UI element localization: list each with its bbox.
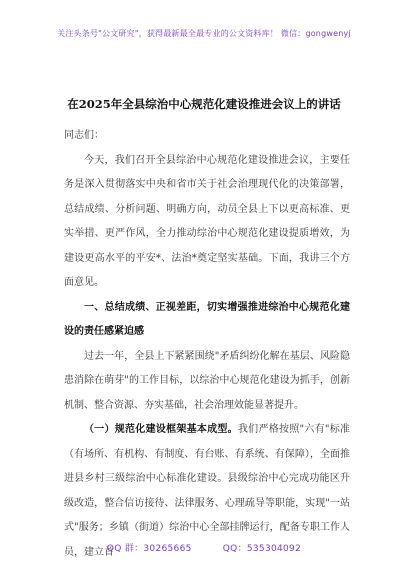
contact-footer bbox=[0, 541, 408, 554]
qq-label: QQ： bbox=[222, 544, 247, 554]
qq-info bbox=[223, 544, 301, 554]
sub-paragraph: 我们严格按照"六有"标准（有场所、有机构、有制度、有台账、有系统、有保障），全面推进县乡村三级综治中心标准化建设。县级综治中心完成功能区升级改造，整合信访接待、法律服务、心理疏导等职能，实现"一站式"服务；乡镇（街道）综治中心全部挂牌运行，配备专职工作人员，建立首 bbox=[64, 424, 350, 558]
qq-group-number: 30265665 bbox=[143, 544, 192, 554]
qq-number: 535304092 bbox=[246, 544, 302, 554]
intro-paragraph: 今天，我们召开全县综治中心规范化建设推进会议，主要任务是深入贯彻落实中央和省市关于社会治理现代化的决策部署，总结成绩、分析问题、明确方向，动员全县上下以更高标准、更实举措、更严作风，全力推动综治中心规范化建设提质增效，为建设更高水平的平安*、法治*奠定坚实基础。下面，我讲三个方面意见。 bbox=[64, 154, 350, 288]
greeting: 同志们： bbox=[64, 130, 104, 141]
qq-group-label: QQ 群： bbox=[106, 544, 144, 554]
promo-banner: 关注头条号"公文研究"，获得最新最全最专业的公文资料库！ 微信：gongwenyj bbox=[57, 29, 351, 38]
document-body bbox=[64, 124, 350, 565]
section-paragraph: 过去一年，全县上下紧紧围绕"矛盾纠纷化解在基层、风险隐患消除在萌芽"的工作目标，以综治中心规范化建设为抓手，创新机制、整合资源、夯实基础，社会治理效能显著提升。 bbox=[64, 350, 350, 411]
section-heading: 一、总结成绩、正视差距，切实增强推进综治中心规范化建设的责任感紧迫感 bbox=[64, 301, 350, 337]
document-title: 在2025年全县综治中心规范化建设推进会议上的讲话 bbox=[67, 97, 341, 111]
sub-heading: （一）规范化建设框架基本成型。 bbox=[84, 424, 238, 435]
qq-group-info bbox=[107, 544, 192, 554]
